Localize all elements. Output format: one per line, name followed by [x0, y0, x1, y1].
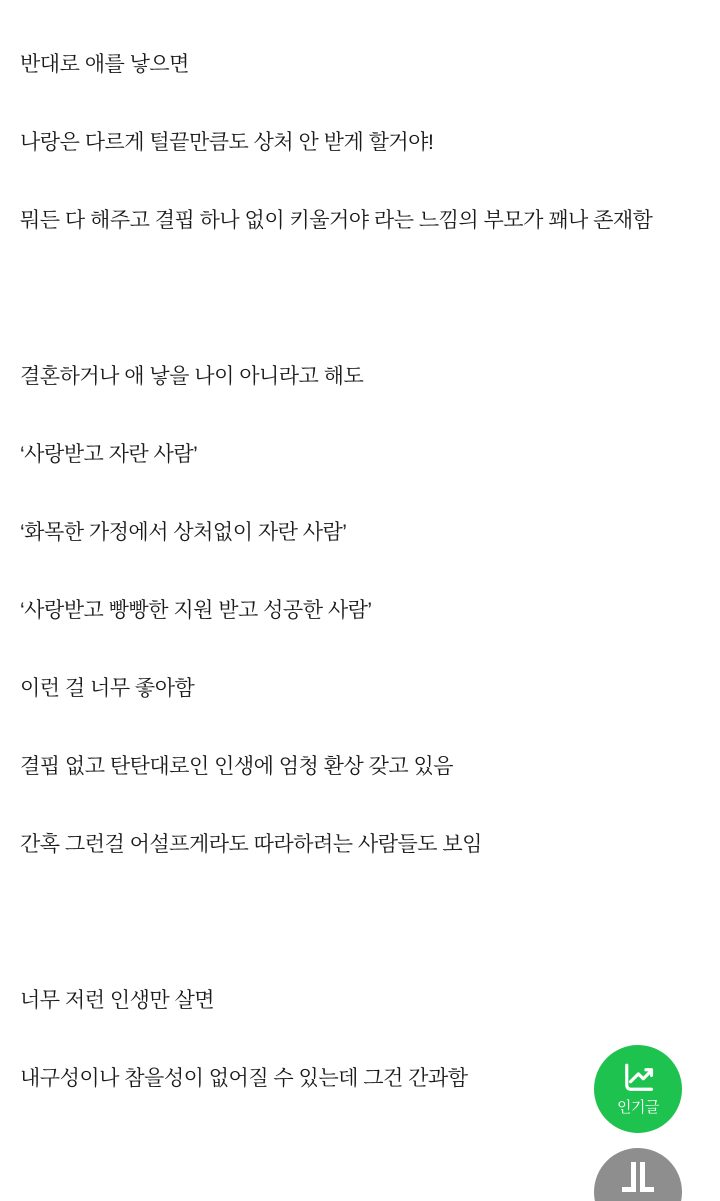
post-paragraph: 반대로 애를 낳으면 [20, 53, 189, 76]
post-paragraph: 나랑은 다르게 털끝만큼도 상처 안 받게 할거야! [20, 131, 434, 154]
post-paragraph: 내구성이나 참을성이 없어질 수 있는데 그건 간과함 [20, 1067, 468, 1090]
fullscreen-exit-icon [614, 1148, 662, 1201]
bottom-floating-button[interactable] [594, 1148, 682, 1201]
post-paragraph: 결핍 없고 탄탄대로인 인생에 엄청 환상 갖고 있음 [20, 755, 454, 778]
post-paragraph-blank [20, 899, 702, 946]
trending-chart-icon [620, 1063, 656, 1096]
popular-posts-label: 인기글 [617, 1098, 659, 1116]
post-paragraph: 결혼하거나 애 낳을 나이 아니라고 해도 [20, 365, 364, 388]
post-paragraph: ‘사랑받고 빵빵한 지원 받고 성공한 사람’ [20, 599, 372, 622]
post-paragraph: 이런 걸 너무 좋아함 [20, 677, 195, 700]
popular-posts-button[interactable] [594, 1045, 682, 1133]
post-paragraph: 간혹 그런걸 어설프게라도 따라하려는 사람들도 보임 [20, 833, 482, 856]
post-paragraph-blank [20, 275, 702, 322]
post-paragraph: ‘화목한 가정에서 상처없이 자란 사람’ [20, 521, 347, 544]
post-paragraph: 너무 저런 인생만 살면 [20, 989, 215, 1012]
post-paragraph: ‘사랑받고 자란 사람’ [20, 443, 198, 466]
post-paragraph: 뭐든 다 해주고 결핍 하나 없이 키울거야 라는 느낌의 부모가 꽤나 존재함 [20, 209, 653, 232]
